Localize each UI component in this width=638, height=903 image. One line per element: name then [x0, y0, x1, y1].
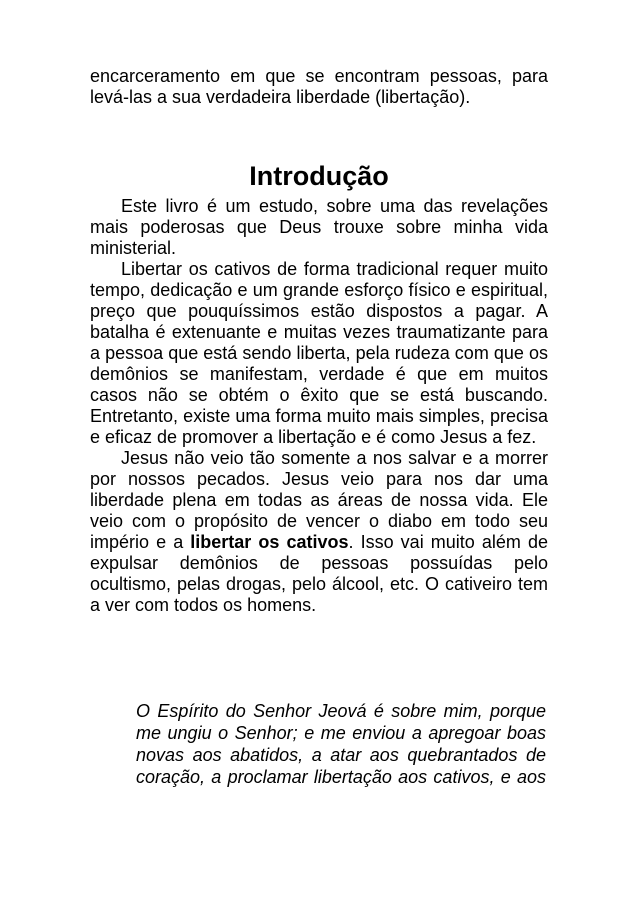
scripture-quote: O Espírito do Senhor Jeová é sobre mim, porque me ungiu o Senhor; e me enviou a apregoar boas novas aos abatidos, a atar aos quebrantados de coração, a proclamar libertação aos cativos, e aos: [136, 701, 546, 787]
section-heading: Introdução: [249, 161, 389, 191]
paragraph-1: Este livro é um estudo, sobre uma das revelações mais poderosas que Deus trouxe sobre minha vida ministerial.: [90, 196, 548, 258]
paragraph-3-bold-phrase: libertar os cativos: [190, 532, 349, 552]
continuation-paragraph: encarceramento em que se encontram pessoas, para levá-las a sua verdadeira liberdade (libertação).: [90, 66, 548, 107]
paragraph-3: [90, 448, 548, 616]
paragraph-3-text-before: Jesus não veio tão somente a nos salvar e a morrer por nossos pecados. Jesus veio para nos dar uma liberdade plena em todas as áreas de nossa vida. Ele veio com o propósito de vencer o diabo em todo seu império e a: [90, 448, 548, 552]
paragraph-3-text-after: . Isso vai muito além de expulsar demônios de pessoas possuídas pelo ocultismo, pelas drogas, pelo álcool, etc. O cativeiro tem a ver com todos os homens.: [90, 532, 548, 615]
paragraph-2: Libertar os cativos de forma tradicional requer muito tempo, dedicação e um grande esforço físico e espiritual, preço que pouquíssimos estão dispostos a pagar. A batalha é extenuante e muitas vezes traumatizante para a pessoa que está sendo liberta, pela rudeza com que os demônios se manifestam, verdade é que em muitos casos não se obtém o êxito que se está buscando. Entretanto, existe uma forma muito mais simples, precisa e eficaz de promover a libertação e é como Jesus a fez.: [90, 259, 548, 447]
introduction-body: [90, 196, 548, 616]
